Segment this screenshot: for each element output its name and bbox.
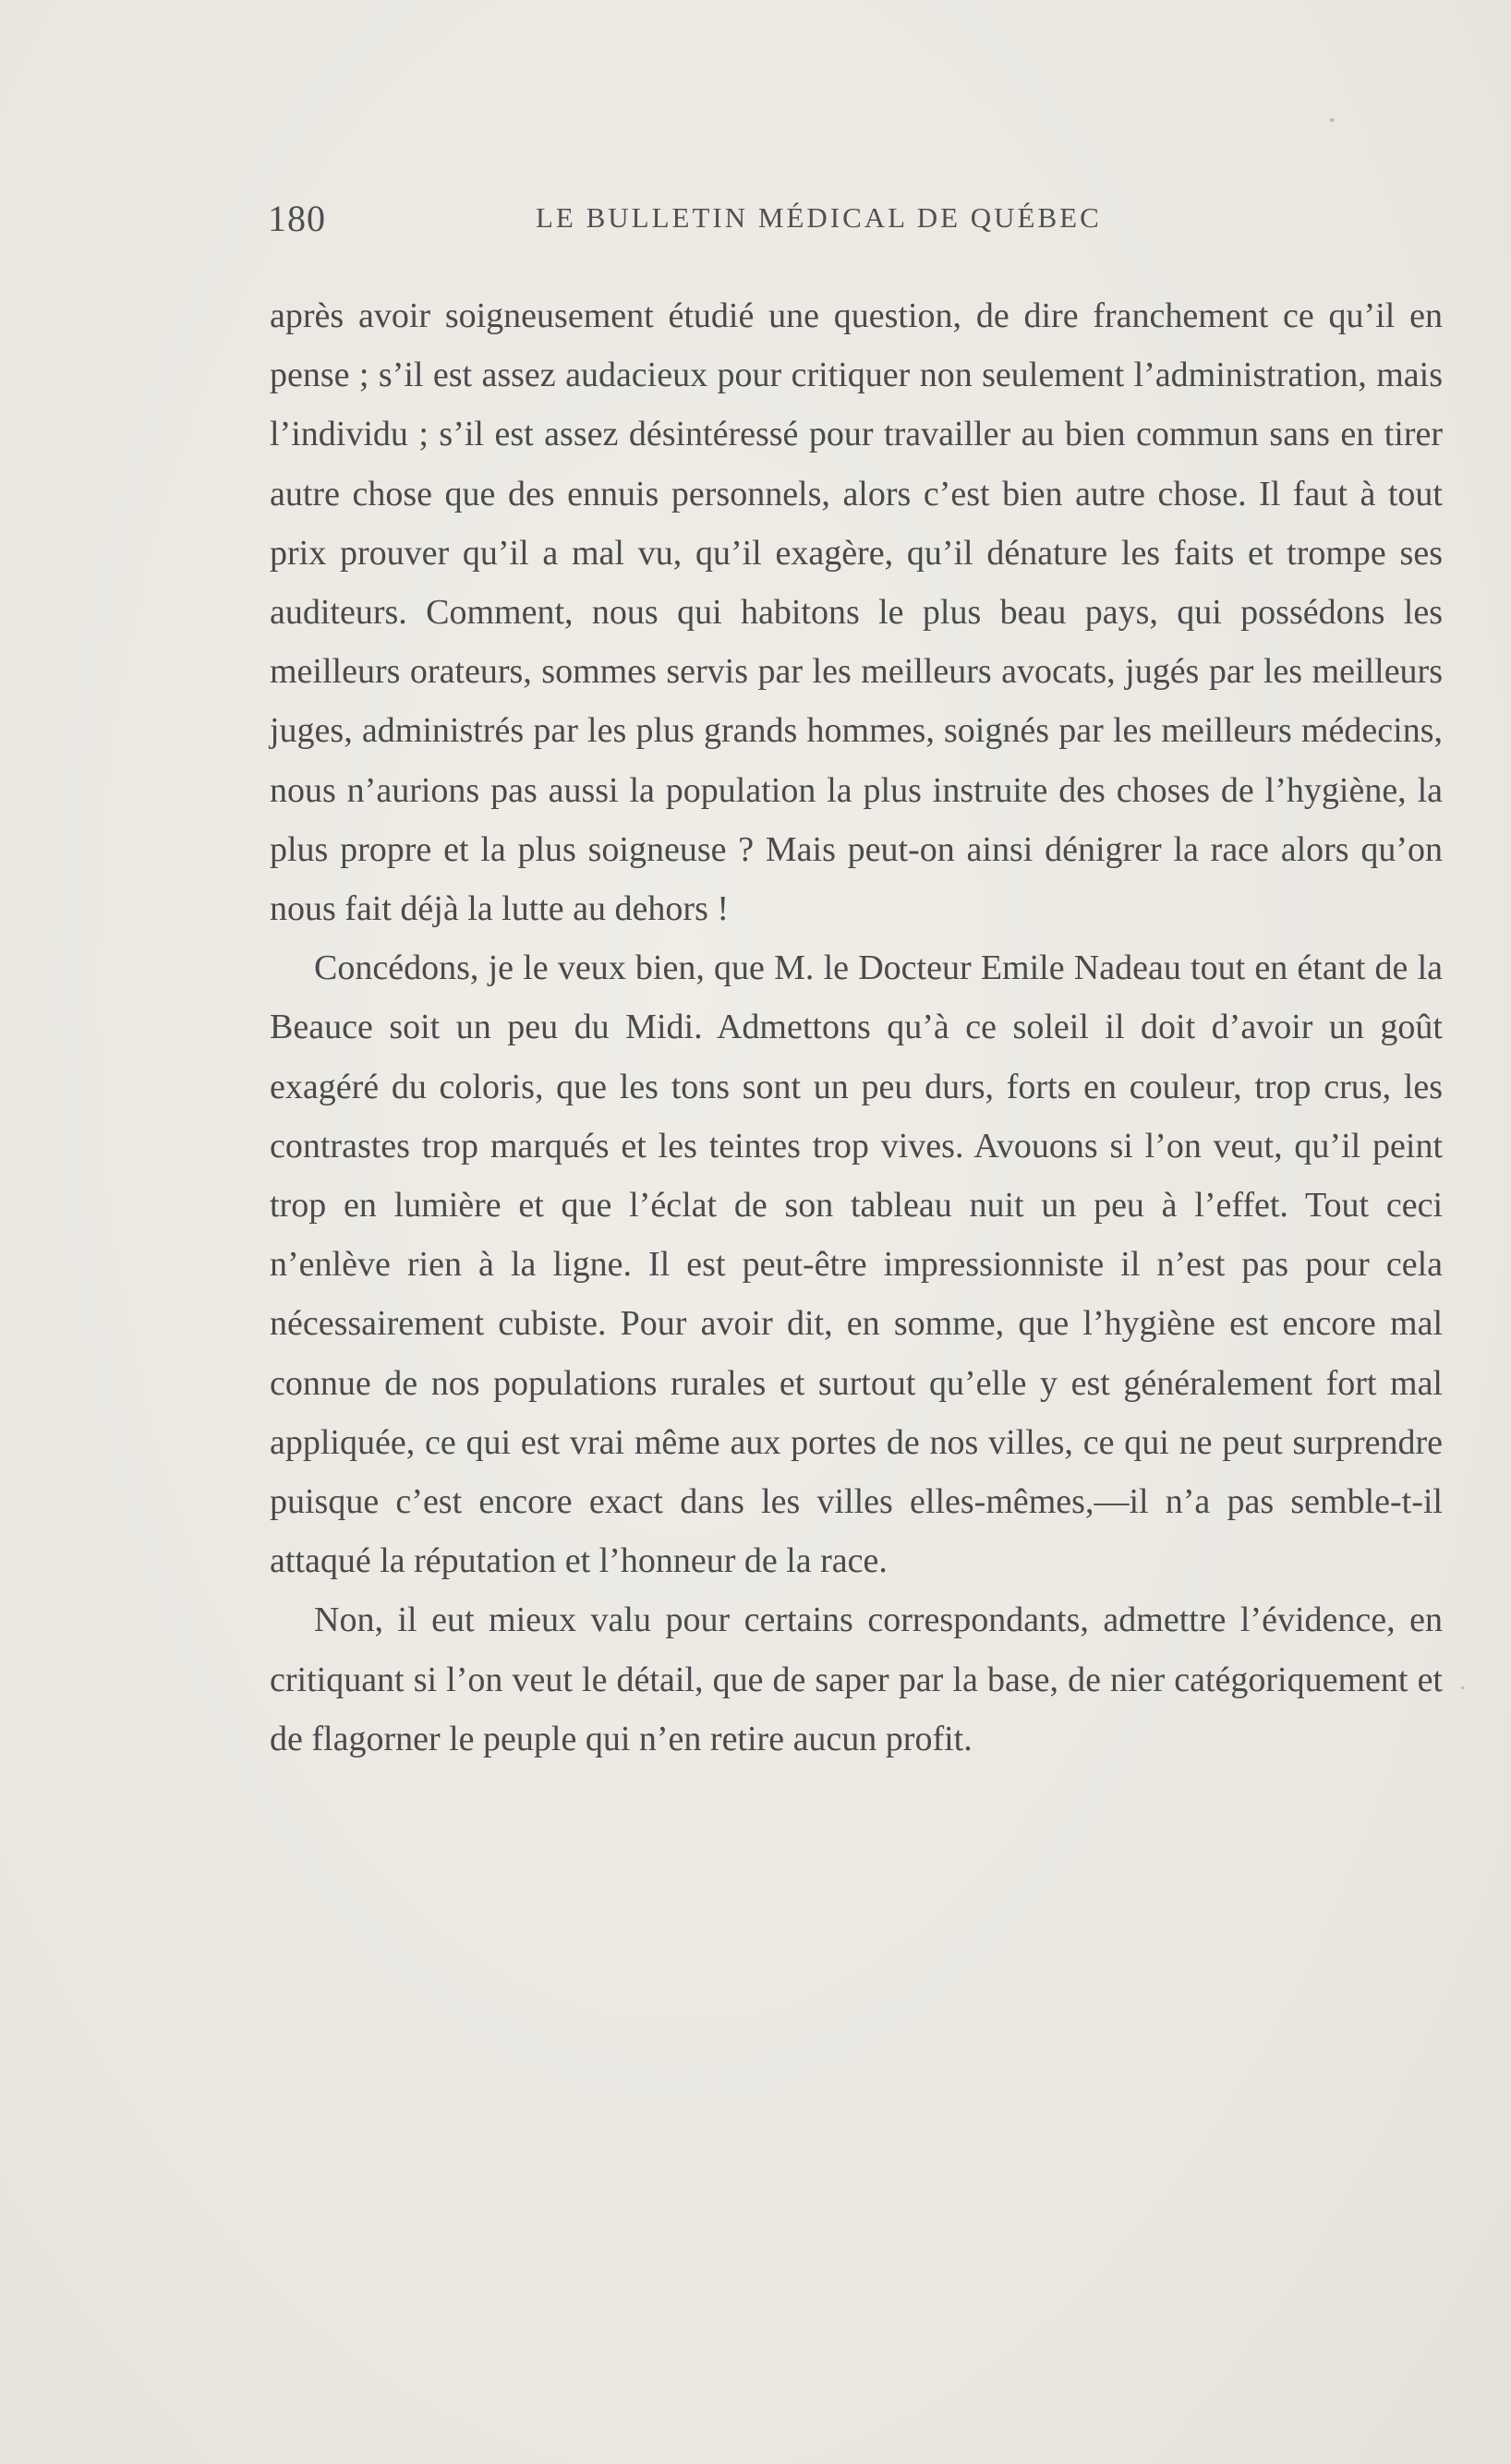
paragraph-non: Non, il eut mieux valu pour certains correspondants, admettre l’évidence, en critiquant si l’on veut le détail, que de saper par la base, de nier catégoriquement et de flagorner le peuple qui n’en retire aucun profit. — [270, 1600, 1443, 1758]
page-number: 180 — [268, 198, 326, 239]
running-head — [268, 197, 1455, 243]
paragraph-continuation: après avoir soigneusement étudié une question, de dire franchement ce qu’il en pense ; s’il est assez audacieux pour critiquer non seulement l’administration, mais l’individu ; s’il est assez désintéressé pour travailler au bien commun sans en tirer autre chose que des ennuis personnels, alors c’est bien autre chose. Il faut à tout prix prouver qu’il a mal vu, qu’il exagère, qu’il dénature les faits et trompe ses auditeurs. Comment, nous qui habitons le plus beau pays, qui possédons les meilleurs orateurs, sommes servis par les meilleurs avocats, jugés par les meilleurs juges, administrés par les plus grands hommes, soignés par les meilleurs médecins, nous n’aurions pas aussi la population la plus instruite des choses de l’hygiène, la plus propre et la plus soigneuse ? Mais peut-on ainsi dénigrer la race alors qu’on nous fait déjà la lutte au dehors ! — [270, 296, 1443, 929]
paragraph-concedons: Concédons, je le veux bien, que M. le Docteur Emile Nadeau tout en étant de la Beauce soit un peu du Midi. Admettons qu’à ce soleil il doit d’avoir un goût exagéré du coloris, que les tons sont un peu durs, forts en couleur, trop crus, les contrastes trop marqués et les teintes trop vives. Avouons si l’on veut, qu’il peint trop en lumière et que l’éclat de son tableau nuit un peu à l’effet. Tout ceci n’enlève rien à la ligne. Il est peut-être impressionniste il n’est pas pour cela nécessairement cubiste. Pour avoir dit, en somme, que l’hygiène est encore mal connue de nos populations rurales et surtout qu’elle y est généralement fort mal appliquée, ce qui est vrai même aux portes de nos villes, ce qui ne peut surprendre puisque c’est encore exact dans les villes elles-mêmes,—il n’a pas semble-t-il attaqué la réputation et l’honneur de la race. — [270, 948, 1443, 1581]
paper-speck — [1330, 118, 1334, 122]
journal-title: LE BULLETIN MÉDICAL DE QUÉBEC — [536, 201, 1102, 234]
paper-speck — [1461, 1686, 1464, 1689]
body-text — [270, 286, 1443, 1769]
